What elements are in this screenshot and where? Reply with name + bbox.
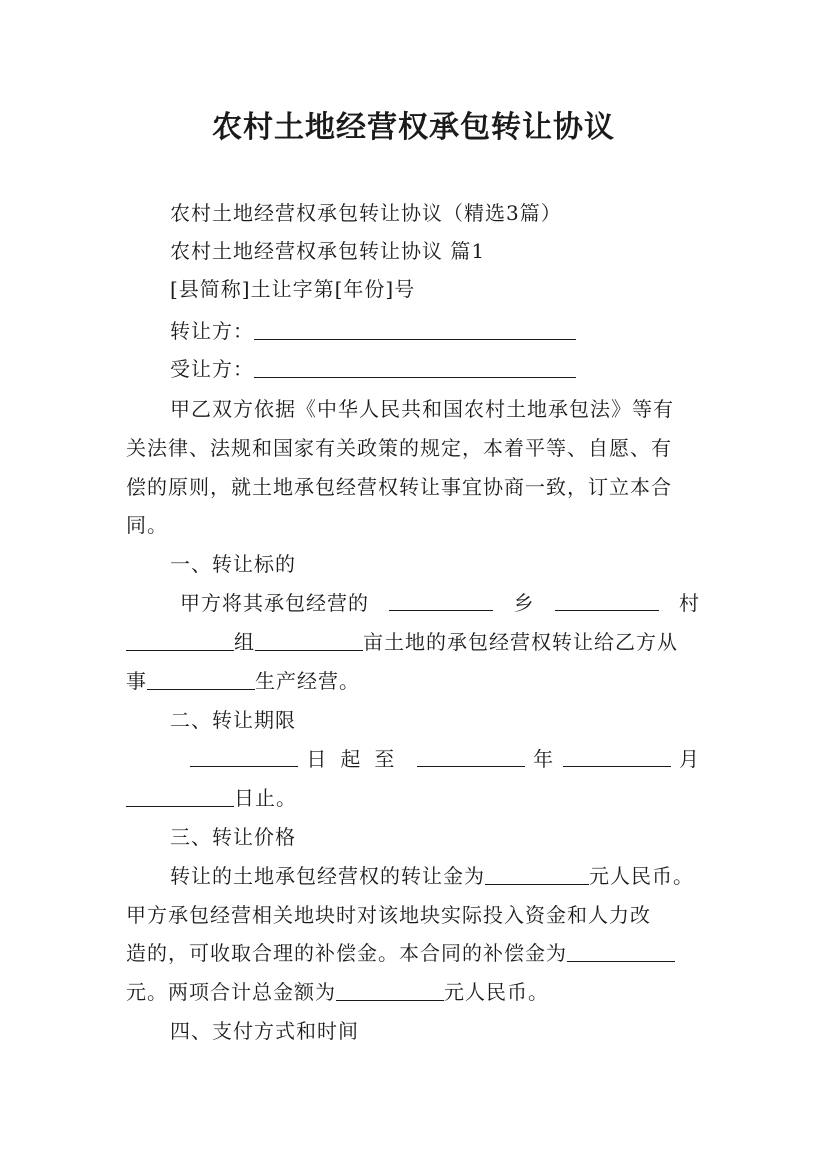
village-blank <box>555 590 659 611</box>
clause-1-line-2 <box>126 629 706 655</box>
transferor-label: 转让方： <box>170 319 254 343</box>
clause-1-line-3 <box>126 668 706 694</box>
transferee-line <box>170 356 710 382</box>
document-title: 农村土地经营权承包转让协议 <box>212 110 615 145</box>
clause-text: 日止。 <box>234 786 297 810</box>
paragraph-line: 偿的原则，就土地承包经营权转让事宜协商一致，订立本合 <box>126 475 672 499</box>
clause-3-line-3 <box>126 940 706 966</box>
paragraph-line: 甲方承包经营相关地块时对该地块实际投入资金和人力改 <box>126 903 651 927</box>
end-day-blank <box>126 786 234 807</box>
clause-heading-2: 二、转让期限 <box>170 708 296 732</box>
clause-heading-3: 三、转让价格 <box>170 825 296 849</box>
end-year-blank <box>417 746 525 767</box>
clause-text: 生产经营。 <box>255 669 360 693</box>
transfer-fee-blank <box>485 864 589 885</box>
township-blank <box>389 590 493 611</box>
business-blank <box>147 669 255 690</box>
clause-text: 甲方将其承包经营的 <box>180 591 369 615</box>
start-date-blank <box>190 746 298 767</box>
clause-2-line-2 <box>126 785 706 811</box>
transferor-blank <box>254 319 576 340</box>
total-amount-blank <box>336 980 444 1001</box>
clause-heading-1: 一、转让标的 <box>170 552 296 576</box>
paragraph-line: 同。 <box>126 513 168 537</box>
clause-text: 月 <box>678 747 700 771</box>
clause-text: 亩土地的承包经营权转让给乙方从 <box>363 630 678 654</box>
subtitle-line: 农村土地经营权承包转让协议（精选3篇） <box>170 201 562 225</box>
clause-text: 转让的土地承包经营权的转让金为 <box>170 864 485 888</box>
transferee-blank <box>254 357 576 378</box>
clause-text: 造的，可收取合理的补偿金。本合同的补偿金为 <box>126 941 567 965</box>
paragraph-line: 甲乙双方依据《中华人民共和国农村土地承包法》等有 <box>170 397 674 421</box>
clause-text: 元人民币。 <box>444 980 549 1004</box>
clause-2-line-1 <box>190 746 700 772</box>
paragraph-line: 关法律、法规和国家有关政策的规定，本着平等、自愿、有 <box>126 436 672 460</box>
document-number-line: [县简称]土让字第[年份]号 <box>170 277 416 301</box>
area-blank <box>255 630 363 651</box>
clause-text: 组 <box>234 630 255 654</box>
clause-text: 年 <box>533 747 555 771</box>
clause-heading-4: 四、支付方式和时间 <box>170 1019 359 1043</box>
clause-text: 元。两项合计总金额为 <box>126 980 336 1004</box>
compensation-blank <box>567 941 675 962</box>
section-heading-line: 农村土地经营权承包转让协议 篇1 <box>170 239 486 263</box>
clause-1-line-1 <box>180 590 700 616</box>
transferee-label: 受让方： <box>170 357 254 381</box>
transferor-line <box>170 318 710 344</box>
clause-text: 乡 <box>513 591 535 615</box>
end-month-blank <box>563 746 671 767</box>
clause-text: 元人民币。 <box>589 864 694 888</box>
group-blank <box>126 630 234 651</box>
clause-text: 事 <box>126 669 147 693</box>
clause-text: 村 <box>679 591 700 615</box>
clause-3-line-4 <box>126 979 706 1005</box>
clause-text: 日起至 <box>306 747 409 771</box>
clause-3-line-1 <box>170 863 710 889</box>
